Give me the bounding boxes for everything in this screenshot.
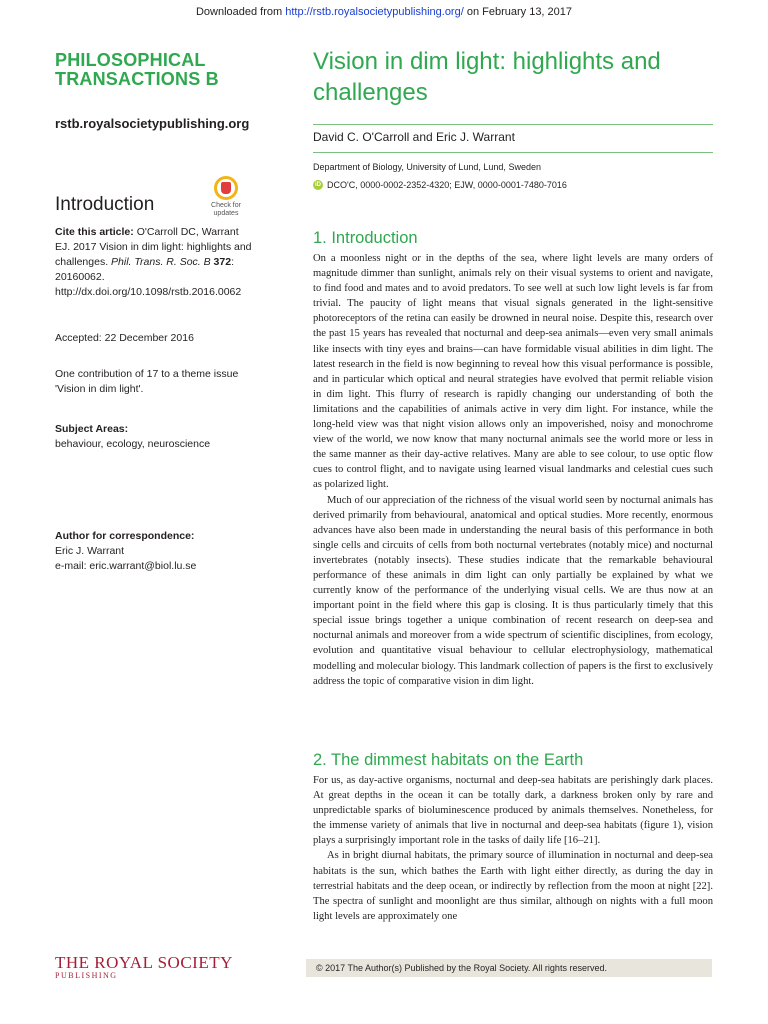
section-heading-1: 1. Introduction [313, 229, 418, 247]
correspondence-label: Author for correspondence: [55, 530, 195, 542]
section2-paragraph-1: For us, as day-active organisms, nocturnal and deep-sea habitats are perishingly dark places. At great depths in the ocean it can be totally dark, a darkness broken only by rare and unpredictable sparks of bioluminescence produced by animals themselves. Nonetheless, for the immense variety of animals that live in nocturnal and deep-sea habitats (figure 1), vision plays a surprisingly important role in the tasks of daily life [16–21]. [313, 775, 713, 847]
download-suffix: on February 13, 2017 [463, 6, 573, 18]
citation-block [55, 225, 255, 300]
section1-paragraph-2: Much of our appreciation of the richness of the visual world seen by nocturnal animals has derived primarily from behavioural, anatomical and optical studies. More recently, enormous advances have also been made in understanding the neural basis of this performance in both single cells and circuits of cells from both nocturnal vertebrates (notably mice) and nocturnal invertebrates (notably insects). These studies indicate that the remarkable behavioural performance of these animals in dim light can only partially be explained by what we currently know of the performance of the underlying visual cells. We are thus now at an important point in the field where this gap is closing. It is thus particularly timely that this special issue brings together a unique combination of recent research on deep-sea and nocturnal animals and moreover from a wide spectrum of scientific disciplines, from ecology, evolution and quantitative visual behaviour to cellular electrophysiology, mathematical modelling and molecular biology. This landmark collection of papers is the first to exclusively address the topic of comparative vision in dim light. [313, 494, 713, 687]
accepted-date: Accepted: 22 December 2016 [55, 332, 194, 344]
section-body-2 [313, 773, 713, 924]
theme-issue-note: One contribution of 17 to a theme issue 'Vision in dim light'. [55, 368, 239, 395]
cite-doi-link[interactable]: http://dx.doi.org/10.1098/rstb.2016.0062 [55, 286, 242, 298]
section-body-1 [313, 251, 713, 689]
check-for-updates-icon [214, 176, 238, 200]
subject-label: Subject Areas: [55, 423, 129, 435]
cite-volume: 372 [210, 256, 232, 268]
cite-text: O'Carroll DC, Warrant EJ. 2017 Vision in dim light: highlights and challenges. [55, 226, 252, 268]
logo-sub-text: PUBLISHING [55, 971, 118, 980]
journal-name-line2: TRANSACTIONS B [55, 69, 219, 89]
check-caption-line1: Check for [211, 202, 241, 209]
check-for-updates-button[interactable] [206, 176, 246, 218]
section-heading-2: 2. The dimmest habitats on the Earth [313, 751, 584, 769]
cite-rest: : 20160062. [55, 256, 234, 283]
author-affiliation: Department of Biology, University of Lund, Lund, Sweden [313, 162, 541, 172]
cite-journal: Phil. Trans. R. Soc. B [111, 256, 211, 268]
check-for-updates-caption [206, 202, 246, 218]
journal-name [55, 51, 219, 89]
section2-paragraph-2: As in bright diurnal habitats, the primary source of illumination in nocturnal and deep-sea habitats is the sun, which bathes the Earth with light either directly, as during the day in terrestrial habitats and the deep ocean, or indirectly by reflection from the moon at night [22]. The spectra of sunlight and moonlight are thus similar, although on nights with a full moon light levels are approximately one [313, 850, 713, 922]
orcid-text: DCO'C, 0000-0002-2352-4320; EJW, 0000-0001-7480-7016 [327, 180, 567, 190]
orcid-icon[interactable]: iD [315, 182, 321, 188]
article-authors: David C. O'Carroll and Eric J. Warrant [313, 130, 515, 144]
subject-areas [55, 422, 255, 452]
copyright-icon: © [316, 963, 323, 973]
subject-text: behaviour, ecology, neuroscience [55, 438, 211, 450]
correspondence-email[interactable]: e-mail: eric.warrant@biol.lu.se [55, 560, 197, 572]
correspondence-block [55, 529, 255, 574]
cite-label: Cite this article: [55, 226, 134, 238]
royal-society-logo [55, 953, 233, 980]
article-type-heading: Introduction [55, 194, 155, 215]
correspondence-name: Eric J. Warrant [55, 545, 125, 557]
journal-url[interactable]: rstb.royalsocietypublishing.org [55, 116, 250, 131]
check-caption-line2: updates [213, 210, 239, 217]
logo-main-text: THE ROYAL SOCIETY [55, 953, 233, 972]
title-rule [313, 124, 713, 125]
download-link[interactable]: http://rstb.royalsocietypublishing.org/ [285, 6, 464, 18]
section1-paragraph-1: On a moonless night or in the depths of the sea, where light levels are many orders of magnitude dimmer than sunlight, animals rely on their visual systems to orient and navigate, to find food and mates and to avoid predators. To see well at such low light levels is far from trivial. The paucity of light means that visual signals generated in the light-sensitive photoreceptors of the retina can easily be drowned in neural noise. Despite this, research over the past 15 years has revealed that nocturnal and deep-sea animals—even very small animals like insects with tiny eyes and brains—can have formidable visual abilities in dim light. The latest research in the field is now beginning to reveal how this visual performance is possible, and in particular which optical and neural strategies have evolved that permit reliable vision in dim light. This flurry of research is rapidly changing our understanding of both the limitations and the capabilities of animals active in very dim light. For instance, while the long-held view was that night vision allows only an impoverished, noisy and monochrome view of the world, we now know that many nocturnal animals see the world more or less in the same manner as their day-active relatives. Many are able to see colour, to use optic flow cues to control flight, and to navigate using learned visual landmarks and celestial cues such as polarized light. [313, 253, 713, 491]
copyright-text: 2017 The Author(s) Published by the Royal Society. All rights reserved. [322, 963, 607, 973]
download-prefix: Downloaded from [195, 6, 286, 18]
orcid-line [313, 180, 567, 190]
authors-rule [313, 152, 713, 153]
download-notice [0, 6, 768, 18]
copyright-bar [306, 959, 712, 977]
article-title: Vision in dim light: highlights and challenges [313, 48, 661, 106]
journal-name-line1: PHILOSOPHICAL [55, 50, 206, 70]
